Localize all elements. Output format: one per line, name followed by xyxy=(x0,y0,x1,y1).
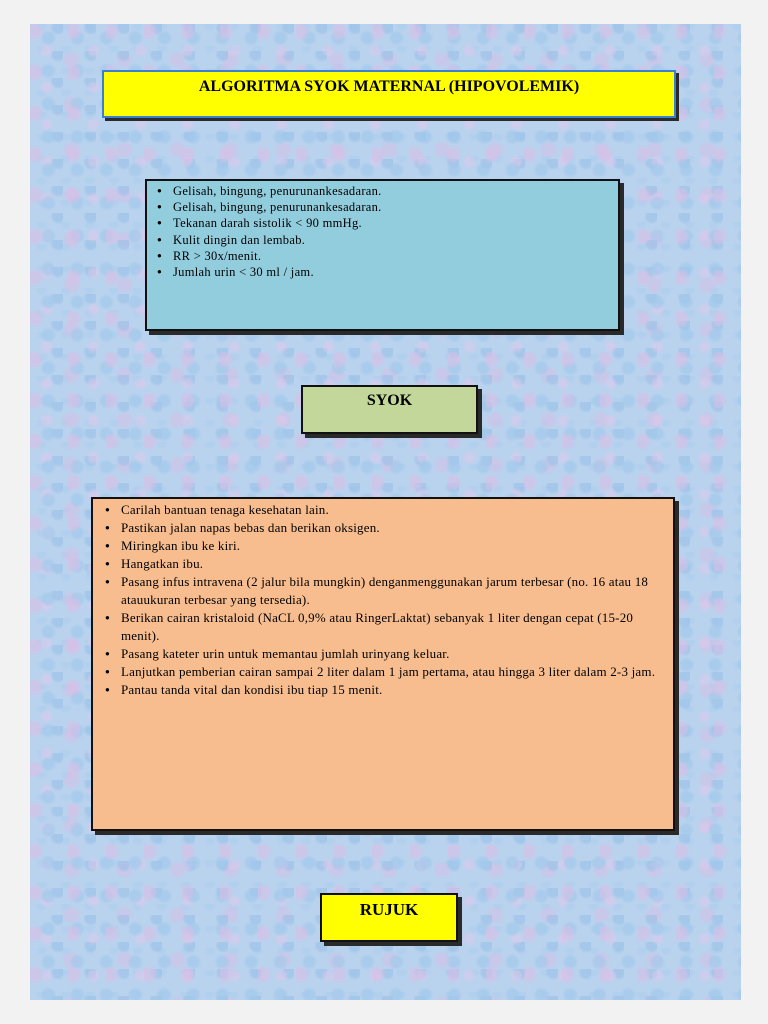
page-title: ALGORITMA SYOK MATERNAL (HIPOVOLEMIK) xyxy=(198,78,580,95)
signs-box xyxy=(145,179,620,331)
list-item: ● Miringkan ibu ke kiri. xyxy=(121,537,663,555)
list-item: ● RR > 30x/menit. xyxy=(173,248,610,264)
list-item: ● Hangatkan ibu. xyxy=(121,555,663,573)
actions-list xyxy=(103,501,663,699)
list-item: ● Pasang kateter urin untuk memantau jumlah urinyang keluar. xyxy=(121,645,663,663)
list-item: ● Tekanan darah sistolik < 90 mmHg. xyxy=(173,215,610,231)
algorithm-page xyxy=(30,24,741,1000)
diagnosis-label: SYOK xyxy=(366,392,413,409)
list-item: ● Pantau tanda vital dan kondisi ibu tiap 15 menit. xyxy=(121,681,663,699)
rujuk-box xyxy=(320,893,458,942)
actions-box xyxy=(91,497,675,831)
list-item: ● Kulit dingin dan lembab. xyxy=(173,232,610,248)
list-item: ● Pasang infus intravena (2 jalur bila mungkin) denganmenggunakan jarum terbesar (no. 16 atau 18 atauukuran terbesar yang tersedia). xyxy=(121,573,663,609)
list-item: ● Gelisah, bingung, penurunankesadaran. xyxy=(173,183,610,199)
signs-list xyxy=(155,183,610,280)
list-item: ● Pastikan jalan napas bebas dan berikan oksigen. xyxy=(121,519,663,537)
syok-box xyxy=(301,385,478,434)
list-item: ● Berikan cairan kristaloid (NaCL 0,9% atau RingerLaktat) sebanyak 1 liter dengan cepat (15-20 menit). xyxy=(121,609,663,645)
list-item: ● Carilah bantuan tenaga kesehatan lain. xyxy=(121,501,663,519)
outcome-label: RUJUK xyxy=(359,900,419,919)
title-box xyxy=(102,70,676,118)
list-item: ● Lanjutkan pemberian cairan sampai 2 liter dalam 1 jam pertama, atau hingga 3 liter dalam 2-3 jam. xyxy=(121,663,663,681)
list-item: ● Jumlah urin < 30 ml / jam. xyxy=(173,264,610,280)
list-item: ● Gelisah, bingung, penurunankesadaran. xyxy=(173,199,610,215)
